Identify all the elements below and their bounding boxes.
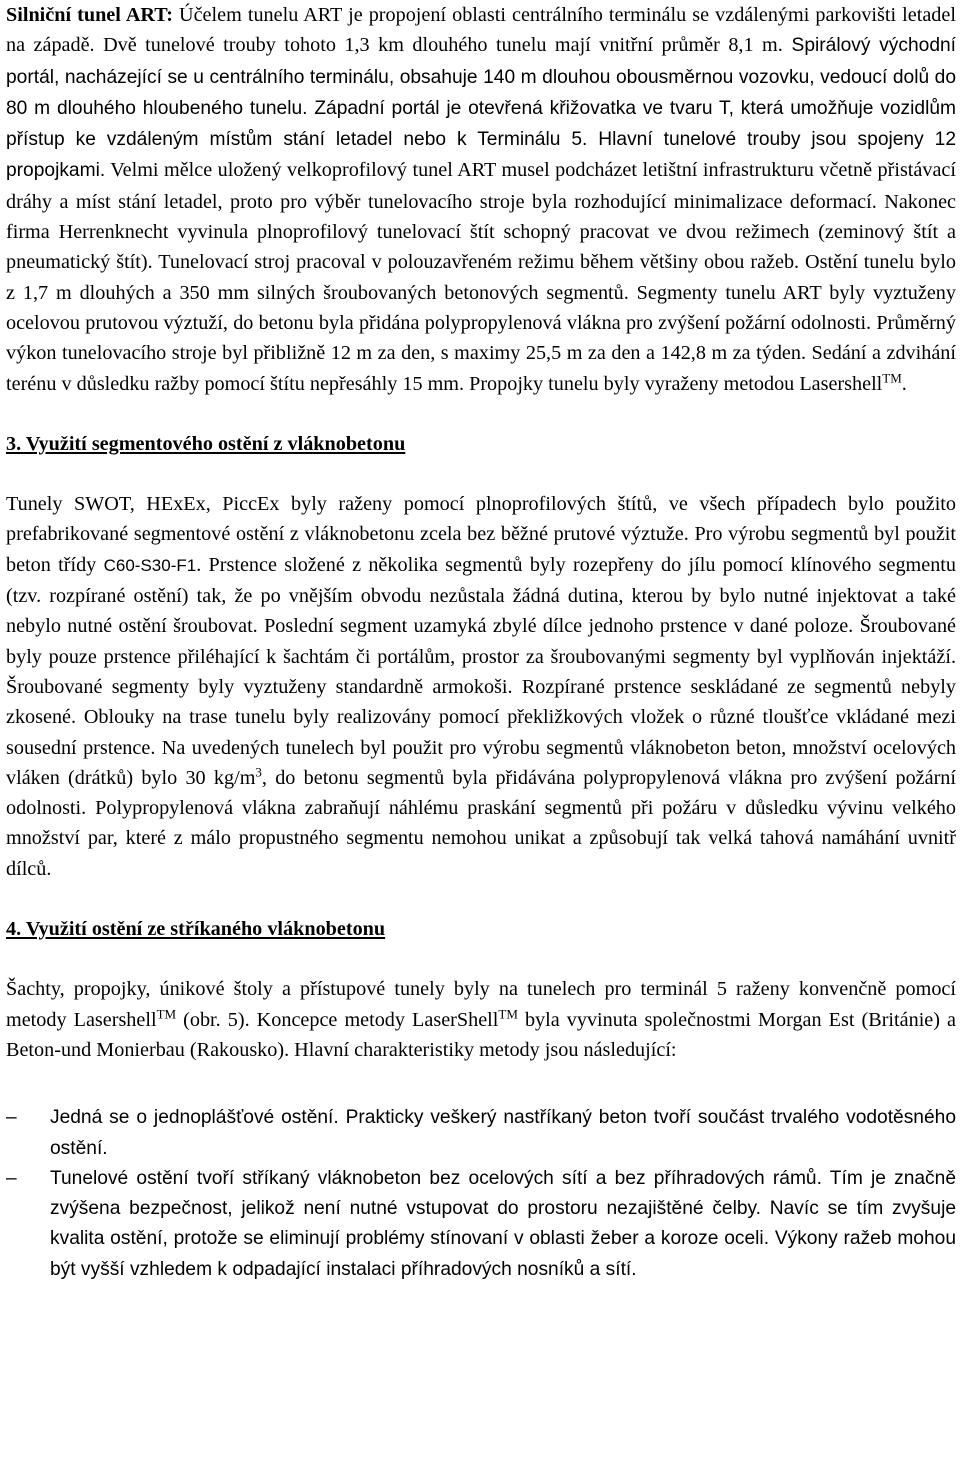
list-item-text: Jedná se o jednoplášťové ostění. Prakticky veškerý nastříkaný beton tvoří součást trvalého vodotěsného ostění. [50, 1107, 956, 1159]
section-3-text-a: Tunely SWOT, HExEx, PiccEx byly raženy pomocí plnoprofilových štítů, ve všech případech bylo použito prefabrikované segmentové ostění z vláknobetonu zcela bez běžné prutové výztuže. Pro výrobu segmentů byl použit beton třídy [6, 493, 956, 576]
art-tunnel-lead: Silniční tunel ART: [6, 4, 173, 26]
cubic-exponent: 3 [255, 764, 262, 780]
section-3-text-c: , do betonu segmentů byla přidávána polypropylenová vlákna pro zvýšení požární odolnosti. Polypropylenová vlákna zabraňují náhlému praskání segmentů při požáru v důsledku vývinu velkého množství par, které z málo propustného segmentu nemohou unikat a způsobují tak velká tahová namáhání uvnitř dílců. [6, 766, 957, 880]
section-3-text-b: . Prstence složené z několika segmentů byly rozepřeny do jílu pomocí klínového segmentu (tzv. rozpírané ostění) tak, že po vnějším obvodu nezůstala žádná dutina, kterou by bylo nutné injektovat a také nebylo nutné ostění šroubovat. Poslední segment uzamyká zbylé dílce jednoho prstence v dané poloze. Šroubované byly pouze prstence přiléhající k šachtám či portálům, prostor za šroubovanými segmenty byl vyplňován injektáží. Šroubované segmenty byly vyztuženy standardně armokoši. Rozpírané prstence seskládané ze segmentů nebyly zkosené. Oblouky na trase tunelu byly realizovány pomocí překližkových vložek o různé tloušťce vkládané mezi sousední prstence. Na uvedených tunelech byl použit pro výrobu segmentů vláknobeton beton, množství ocelových vláken (drátků) bylo 30 kg/m [6, 553, 957, 789]
art-tunnel-text-3: Velmi mělce uložený velkoprofilový tunel ART musel podcházet letištní infrastrukturu včetně přistávací dráhy a míst stání letadel, proto pro výběr tunelovacího stroje byla rozhodující minimalizace deformací. Nakonec firma Herrenknecht vyvinula plnoprofilový tunelovací štít schopný pracovat ve dvou režimech (zeminový štít a pneumatický štít). Tunelovací stroj pracoval v polouzavřeném režimu během většiny obou ražeb. Ostění tunelu bylo z 1,7 m dlouhých a 350 mm silných šroubovaných betonových segmentů. Segmenty tunelu ART byly vyztuženy ocelovou prutovou výztuží, do betonu byla přidána polypropylenová vlákna pro zvýšení požární odolnosti. Průměrný výkon tunelovacího stroje byl přibližně 12 m za den, s maximy 25,5 m za den a 142,8 m za týden. Sedání a zdvihání terénu v důsledku ražby pomocí štítu nepřesáhly 15 mm. Propojky tunelu byly vyraženy metodou Lasershell [6, 159, 956, 395]
list-item [6, 1103, 956, 1164]
characteristics-list [6, 1103, 956, 1285]
art-tunnel-text-1: Účelem tunelu ART je propojení oblasti centrálního terminálu se vzdálenými parkovišti letadel na západě. Dvě tunelové trouby tohoto 1,3 km dlouhého tunelu mají vnitřní průměr 8,1 m. [6, 4, 956, 57]
document-page [6, 0, 956, 1285]
concrete-class: C60-S30-F1 [103, 555, 197, 575]
section-4-text-b: (obr. 5). Koncepce metody LaserShell [176, 1008, 499, 1031]
art-tunnel-paragraph [6, 0, 956, 399]
trademark-sup-1: TM [156, 1005, 177, 1021]
list-item [6, 1164, 956, 1285]
section-4-heading: 4. Využití ostění ze stříkaného vláknobetonu [6, 918, 386, 941]
section-3-paragraph [6, 489, 956, 884]
section-4-text-a: Šachty, propojky, únikové štoly a přístupové tunely byly na tunelech pro terminál 5 raženy konvenčně pomocí metody Lasershell [6, 978, 956, 1031]
dash-bullet: – [6, 1107, 17, 1129]
list-item-text: Tunelové ostění tvoří stříkaný vláknobeton bez ocelových sítí a bez příhradových rámů. Tím je značně zvýšena bezpečnost, jelikož není nutné vstupovat do prostoru nezajištěné čelby. Navíc se tím zvyšuje kvalita ostění, protože se eliminují problémy stínovaní v oblasti žeber a koroze oceli. Výkony ražeb mohou být vyšší vzhledem k odpadající instalaci příhradových nosníků a sítí. [50, 1167, 956, 1280]
section-4-paragraph [6, 974, 956, 1065]
art-tunnel-text-2: Spirálový východní portál, nacházející se u centrálního terminálu, obsahuje 140 m dlouhou obousměrnou vozovku, vedoucí dolů do 80 m dlouhého hloubeného tunelu. Západní portál je otevřená křižovatka ve tvaru T, která umožňuje vozidlům přístup ke vzdáleným místům stání letadel nebo k Terminálu 5. Hlavní tunelové trouby jsou spojeny 12 propojkami. [6, 35, 957, 182]
dash-bullet: – [6, 1167, 17, 1189]
trademark-sup-2: TM [498, 1005, 518, 1021]
art-tunnel-end: . [901, 372, 907, 395]
section-4-text-c: byla vyvinuta společnostmi Morgan Est (Británie) a Beton-und Monierbau (Rakousko). Hlavní charakteristiky metody jsou následující: [6, 1008, 957, 1061]
section-3-heading: 3. Využití segmentového ostění z vláknobetonu [6, 432, 406, 455]
trademark-sup: TM [882, 369, 902, 385]
